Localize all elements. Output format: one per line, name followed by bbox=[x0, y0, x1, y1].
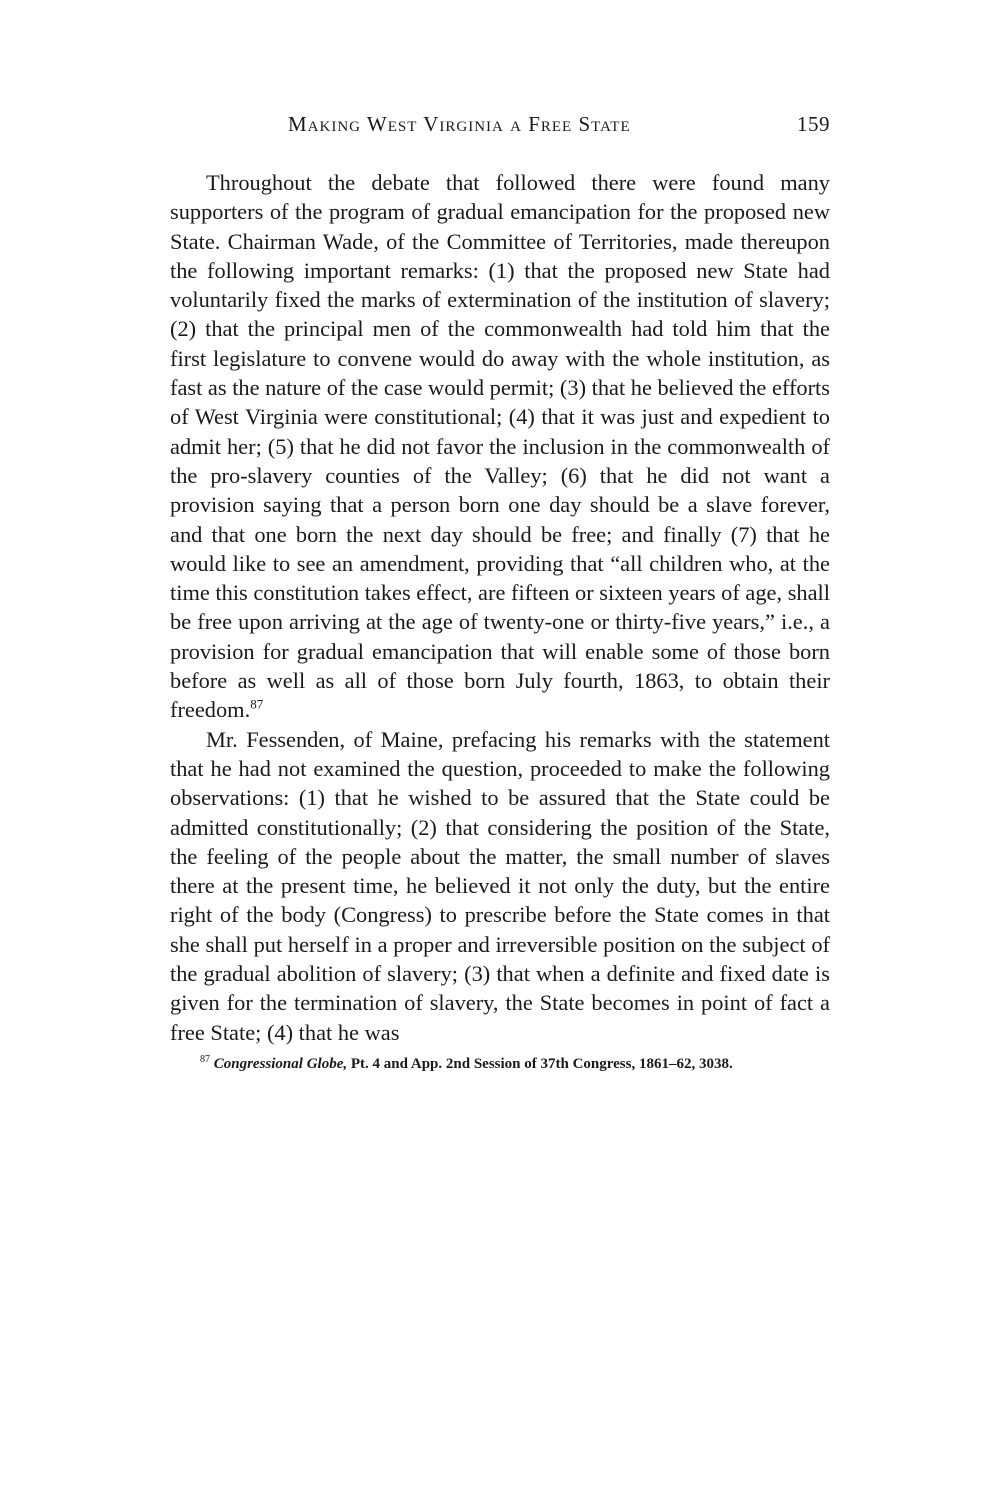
running-header bbox=[170, 112, 830, 146]
footnote-marker: 87 bbox=[200, 1053, 210, 1065]
footnote-journal: Congressional Globe, bbox=[213, 1055, 348, 1072]
body-text bbox=[170, 168, 830, 1047]
paragraph-1-text: Throughout the debate that followed there were found many supporters of the program of gradual emancipation for the proposed new State. Chairman Wade, of the Committee of Territories, made thereupon the following important remarks: (1) that the proposed new State had voluntarily fixed the marks of extermination of the institution of slavery; (2) that the principal men of the commonwealth had told him that the first legislature to convene would do away with the whole institution, as fast as the nature of the case would permit; (3) that he believed the efforts of West Virginia were constitutional; (4) that it was just and expedient to admit her; (5) that he did not favor the inclusion in the commonwealth of the pro-slavery counties of the Valley; (6) that he did not want a provision saying that a person born one day should be a slave forever, and that one born the next day should be free; and finally (7) that he would like to see an amendment, providing that “all children who, at the time this constitution takes effect, are fifteen or sixteen years of age, shall be free upon arriving at the age of twenty-one or thirty-five years,” i.e., a provision for gradual emancipation that will enable some of those born before as well as all of those born July fourth, 1863, to obtain their freedom. bbox=[170, 170, 830, 723]
footnote-reference: 87 bbox=[250, 696, 264, 712]
paragraph-2-text: Mr. Fessenden, of Maine, prefacing his remarks with the statement that he had not examined the question, proceeded to make the following observations: (1) that he wished to be assured that the State could be admitted constitutionally; (2) that considering the position of the State, the feeling of the people about the matter, the small number of slaves there at the present time, he believed it not only the duty, but the entire right of the body (Congress) to prescribe before the State comes in that she shall put herself in a proper and irreversible position on the subject of the gradual abolition of slavery; (3) that when a definite and fixed date is given for the termination of slavery, the State becomes in point of fact a free State; (4) that he was bbox=[170, 726, 830, 1045]
running-title: Making West Virginia a Free State bbox=[288, 112, 631, 136]
paragraph-2 bbox=[170, 725, 830, 1047]
footnote-citation: Pt. 4 and App. 2nd Session of 37th Congress, 1861–62, 3038. bbox=[350, 1055, 733, 1072]
document-page bbox=[170, 112, 830, 1074]
footnote bbox=[170, 1055, 830, 1074]
page-number: 159 bbox=[797, 112, 830, 136]
paragraph-1 bbox=[170, 168, 830, 725]
